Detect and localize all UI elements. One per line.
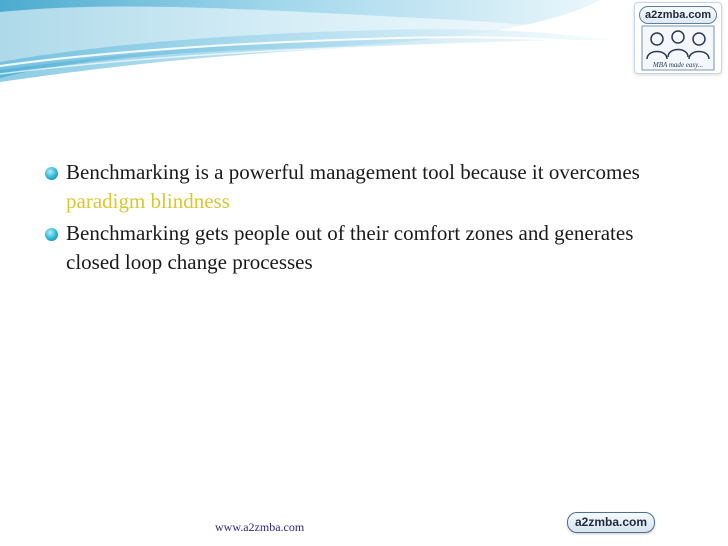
bullet-text: Benchmarking is a powerful management tool because it overcomes [66,160,640,184]
footer-url: www.a2zmba.com [215,520,305,534]
footer-logo: a2zmba.com [567,512,655,533]
bullet-disc-icon [44,166,59,181]
top-banner-swoosh [0,0,728,90]
bullet-item-2 [44,219,684,277]
bullet-highlight-text: paradigm blindness [66,189,230,213]
logo-text: a2zmba.com [639,6,717,24]
bullet-item-1 [44,158,684,216]
logo-tagline: MBA made easy... [652,61,704,69]
bullet-text: Benchmarking gets people out of their comfort zones and generates closed loop change processes [66,221,634,274]
bullet-list [44,158,684,280]
bullet-disc-icon [44,227,59,242]
people-discussion-icon [641,25,715,71]
logo-box [634,2,722,74]
